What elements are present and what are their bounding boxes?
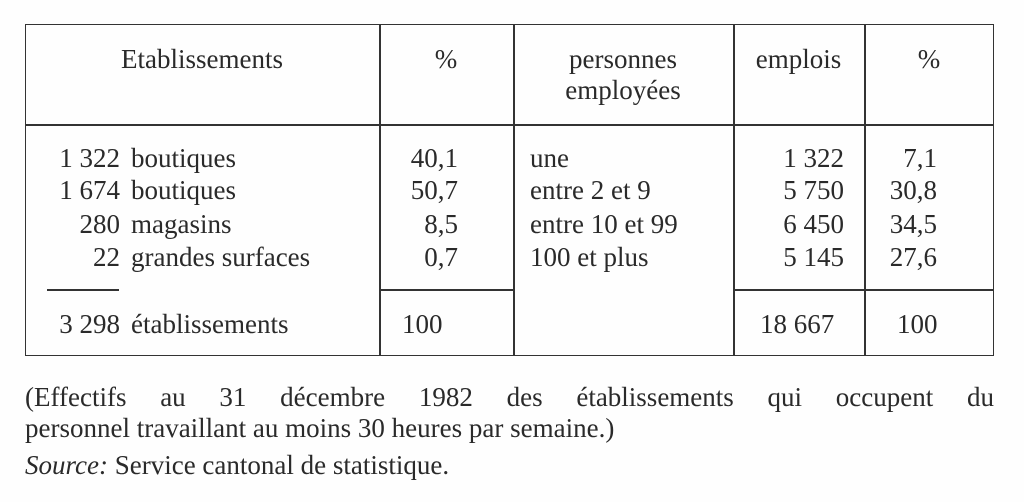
row-personnes: entre 2 et 9 (530, 175, 651, 205)
header-etablissements: Etablissements (121, 44, 283, 74)
row-personnes: une (530, 143, 569, 173)
header-pct-1: % (434, 44, 458, 74)
header-personnes-line1: personnes (569, 44, 677, 74)
total-separator-emplois (733, 289, 994, 291)
row-personnes: entre 10 et 99 (530, 209, 678, 239)
row-personnes: 100 et plus (530, 242, 649, 272)
row-pct: 40,1 (410, 143, 458, 173)
row-pct2: 27,6 (889, 242, 937, 272)
row-count: 1 322 (59, 143, 120, 173)
row-count: 280 (79, 209, 120, 239)
row-pct2: 34,5 (889, 209, 937, 239)
row-pct: 8,5 (424, 209, 458, 239)
row-pct: 0,7 (424, 242, 458, 272)
header-emplois: emplois (755, 44, 842, 74)
sum-rule (47, 289, 119, 291)
row-pct2: 30,8 (889, 175, 937, 205)
total-label: établissements (131, 309, 289, 339)
total-emplois: 18 667 (760, 309, 835, 339)
header-personnes-line2: employées (565, 75, 681, 105)
row-pct2: 7,1 (903, 143, 937, 173)
total-pct2: 100 (897, 309, 938, 339)
row-emplois: 1 322 (783, 143, 844, 173)
source-line (25, 450, 449, 481)
row-type: boutiques (131, 143, 236, 173)
total-count: 3 298 (59, 309, 120, 339)
row-emplois: 6 450 (783, 209, 844, 239)
total-pct: 100 (402, 309, 443, 339)
row-pct: 50,7 (410, 175, 458, 205)
row-count: 22 (93, 242, 120, 272)
row-type: boutiques (131, 175, 236, 205)
note-line-2: personnel travaillant au moins 30 heures par semaine.) (25, 413, 615, 443)
row-emplois: 5 750 (783, 175, 844, 205)
header-pct-2: % (917, 44, 941, 74)
header-separator (25, 124, 994, 126)
row-type: grandes surfaces (131, 242, 311, 272)
source-label: Source: (25, 450, 108, 480)
row-type: magasins (131, 209, 232, 239)
row-count: 1 674 (59, 175, 120, 205)
row-emplois: 5 145 (783, 242, 844, 272)
source-text: Service cantonal de statistique. (107, 450, 450, 480)
total-separator-pct (379, 289, 514, 291)
note-line-1: (Effectifs au 31 décembre 1982 des établissements qui occupent du (25, 382, 994, 412)
